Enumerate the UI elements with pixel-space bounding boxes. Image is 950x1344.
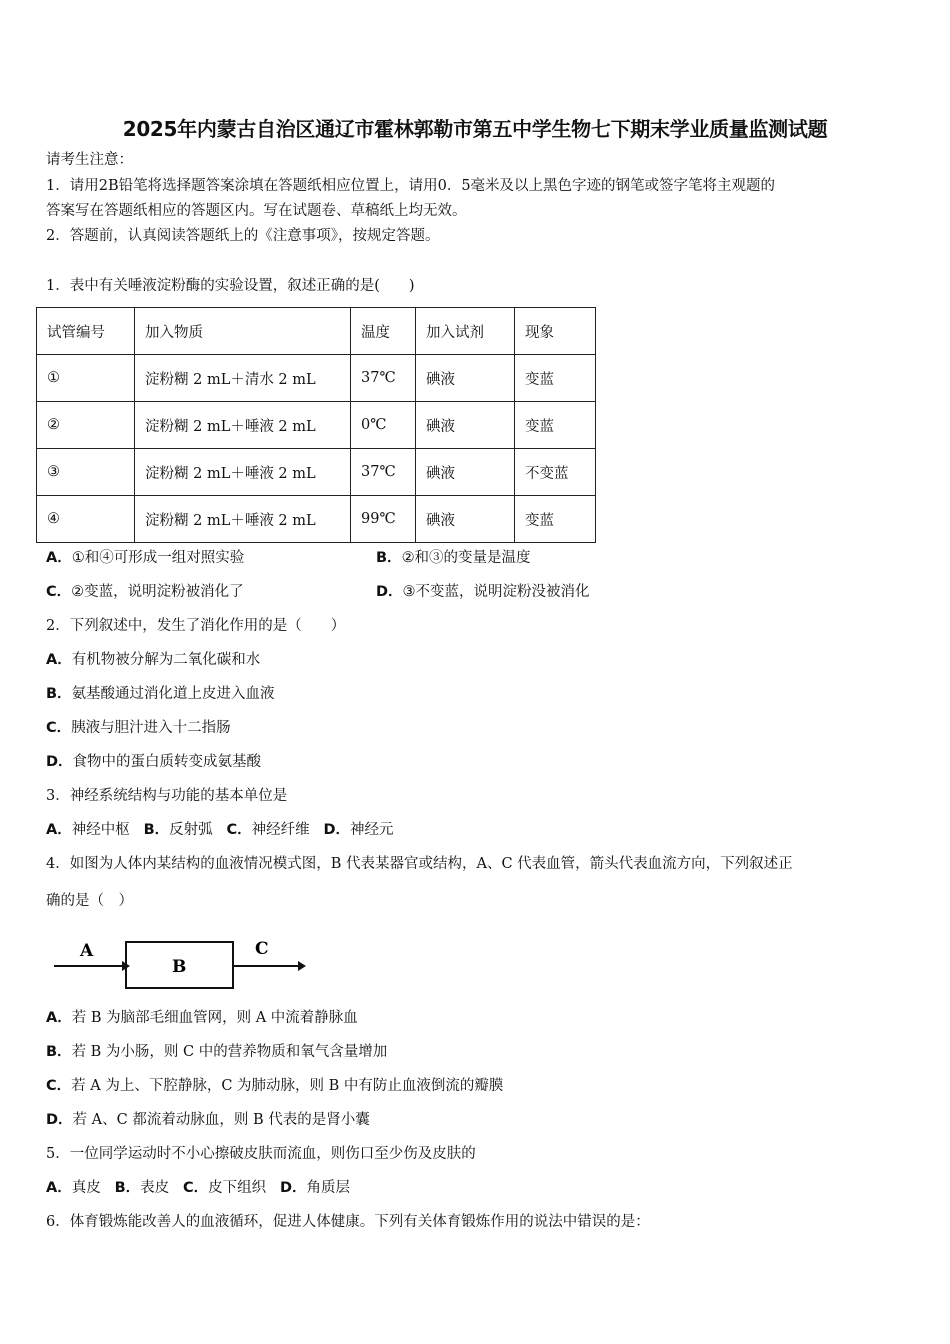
- option-text: 神经纤维: [251, 822, 310, 838]
- table-header: 试管编号: [37, 308, 135, 355]
- table-header: 温度: [351, 308, 416, 355]
- option-text: 神经元: [349, 822, 394, 838]
- option-text: 若 A 为上、下腔静脉，C 为肺动脉，则 B 中有防止血液倒流的瓣膜: [71, 1078, 504, 1094]
- option-label: C．: [46, 1078, 72, 1094]
- option-text: 食物中的蛋白质转变成氨基酸: [72, 754, 262, 770]
- option-label: A．: [46, 652, 72, 668]
- table-cell: 37℃: [351, 449, 416, 496]
- table-row: [37, 402, 596, 449]
- q4-option-c: [46, 1076, 503, 1096]
- table-cell: 不变蓝: [515, 449, 596, 496]
- table-cell: ②: [37, 402, 135, 449]
- label-b: B: [172, 957, 187, 977]
- option-text: 神经中枢: [71, 822, 130, 838]
- q4-option-d: [46, 1110, 370, 1130]
- option-text: ①和④可形成一组对照实验: [71, 550, 245, 566]
- option-text: 反射弧: [169, 822, 213, 838]
- option-label: B．: [376, 550, 402, 566]
- q2-option-a: [46, 650, 260, 670]
- option-text: 表皮: [140, 1180, 170, 1196]
- q5-options: [46, 1178, 350, 1198]
- option-label: B．: [143, 822, 170, 838]
- table-header: 加入试剂: [416, 308, 515, 355]
- label-c: C: [255, 939, 269, 959]
- option-text: 氨基酸通过消化道上皮进入血液: [71, 686, 275, 702]
- table-cell: 碘液: [416, 402, 515, 449]
- table-cell: 0℃: [351, 402, 416, 449]
- q2-option-c: [46, 718, 231, 738]
- q3-options: [46, 820, 393, 840]
- option-text: 有机物被分解为二氧化碳和水: [71, 652, 261, 668]
- q4-option-a: [46, 1008, 358, 1028]
- table-cell: ④: [37, 496, 135, 543]
- table-cell: ③: [37, 449, 135, 496]
- table-cell: 变蓝: [515, 355, 596, 402]
- option-text: ②和③的变量是温度: [401, 550, 531, 566]
- q6-stem: 6．体育锻炼能改善人的血液循环，促进人体健康。下列有关体育锻炼作用的说法中错误的是：: [46, 1214, 650, 1230]
- option-label: A．: [46, 1010, 72, 1026]
- q1-stem: 1．表中有关唾液淀粉酶的实验设置，叙述正确的是( ): [46, 278, 415, 294]
- option-text: 若 B 为小肠，则 C 中的营养物质和氧气含量增加: [71, 1044, 388, 1060]
- table-row: [37, 449, 596, 496]
- notice-line-1: 1．请用2B铅笔将选择题答案涂填在答题纸相应位置上，请用0．5毫米及以上黑色字迹的钢笔或签字笔将主观题的: [46, 178, 776, 194]
- table-header-row: [37, 308, 596, 355]
- q5-stem: 5．一位同学运动时不小心擦破皮肤而流血，则伤口至少伤及皮肤的: [46, 1146, 476, 1162]
- q4-option-b: [46, 1042, 387, 1062]
- table-row: [37, 355, 596, 402]
- q1-option-d: [376, 582, 590, 602]
- q2-stem: 2．下列叙述中，发生了消化作用的是（ ）: [46, 618, 346, 634]
- option-label: D．: [323, 822, 350, 838]
- q3-stem: 3．神经系统结构与功能的基本单位是: [46, 788, 288, 804]
- table-cell: 淀粉糊 2 mL＋唾液 2 mL: [135, 402, 351, 449]
- table-cell: 99℃: [351, 496, 416, 543]
- table-cell: 淀粉糊 2 mL＋清水 2 mL: [135, 355, 351, 402]
- table-cell: 37℃: [351, 355, 416, 402]
- option-text: 真皮: [71, 1180, 101, 1196]
- option-label: C．: [46, 720, 72, 736]
- table-cell: 碘液: [416, 355, 515, 402]
- option-label: A．: [46, 550, 72, 566]
- option-label: C．: [182, 1180, 209, 1196]
- table-cell: 淀粉糊 2 mL＋唾液 2 mL: [135, 449, 351, 496]
- label-a: A: [80, 941, 94, 961]
- q1-option-a: [46, 548, 244, 568]
- option-text: 若 B 为脑部毛细血管网，则 A 中流着静脉血: [71, 1010, 358, 1026]
- outflow-arrowhead: [298, 961, 306, 971]
- notice-heading: 请考生注意：: [46, 152, 133, 168]
- option-text: 胰液与胆汁进入十二指肠: [71, 720, 231, 736]
- option-label: A．: [46, 1180, 72, 1196]
- q2-option-d: [46, 752, 261, 772]
- table-cell: 淀粉糊 2 mL＋唾液 2 mL: [135, 496, 351, 543]
- option-text: 若 A、C 都流着动脉血，则 B 代表的是肾小囊: [72, 1112, 370, 1128]
- option-label: D．: [279, 1180, 307, 1196]
- notice-line-2: 答案写在答题纸相应的答题区内。写在试题卷、草稿纸上均无效。: [46, 203, 467, 219]
- notice-line-3: 2．答题前，认真阅读答题纸上的《注意事项》，按规定答题。: [46, 228, 440, 244]
- table-cell: 变蓝: [515, 402, 596, 449]
- table-cell: 碘液: [416, 449, 515, 496]
- q4-stem-line-1: 4．如图为人体内某结构的血液情况模式图，B 代表某器官或结构，A、C 代表血管，箭头代表血流方向，下列叙述正: [46, 856, 793, 872]
- option-label: D．: [46, 754, 73, 770]
- table-cell: 变蓝: [515, 496, 596, 543]
- option-label: B．: [114, 1180, 141, 1196]
- experiment-table: [36, 307, 596, 543]
- page-title: 2025年内蒙古自治区通辽市霍林郭勒市第五中学生物七下期末学业质量监测试题: [122, 117, 828, 141]
- option-label: C．: [226, 822, 252, 838]
- q4-stem-line-2: 确的是（ ）: [46, 893, 133, 909]
- option-label: C．: [46, 584, 72, 600]
- option-text: 皮下组织: [208, 1180, 267, 1196]
- q1-option-b: [376, 548, 531, 568]
- blood-flow-diagram: [50, 932, 310, 992]
- option-label: D．: [46, 1112, 73, 1128]
- option-text: ③不变蓝，说明淀粉没被消化: [402, 584, 590, 600]
- option-text: ②变蓝，说明淀粉被消化了: [71, 584, 244, 600]
- table-header: 加入物质: [135, 308, 351, 355]
- table-cell: 碘液: [416, 496, 515, 543]
- table-header: 现象: [515, 308, 596, 355]
- option-label: A．: [46, 822, 72, 838]
- table-row: [37, 496, 596, 543]
- option-label: B．: [46, 686, 72, 702]
- table-cell: ①: [37, 355, 135, 402]
- option-label: D．: [376, 584, 403, 600]
- option-label: B．: [46, 1044, 72, 1060]
- q1-option-c: [46, 582, 244, 602]
- option-text: 角质层: [306, 1180, 350, 1196]
- q2-option-b: [46, 684, 275, 704]
